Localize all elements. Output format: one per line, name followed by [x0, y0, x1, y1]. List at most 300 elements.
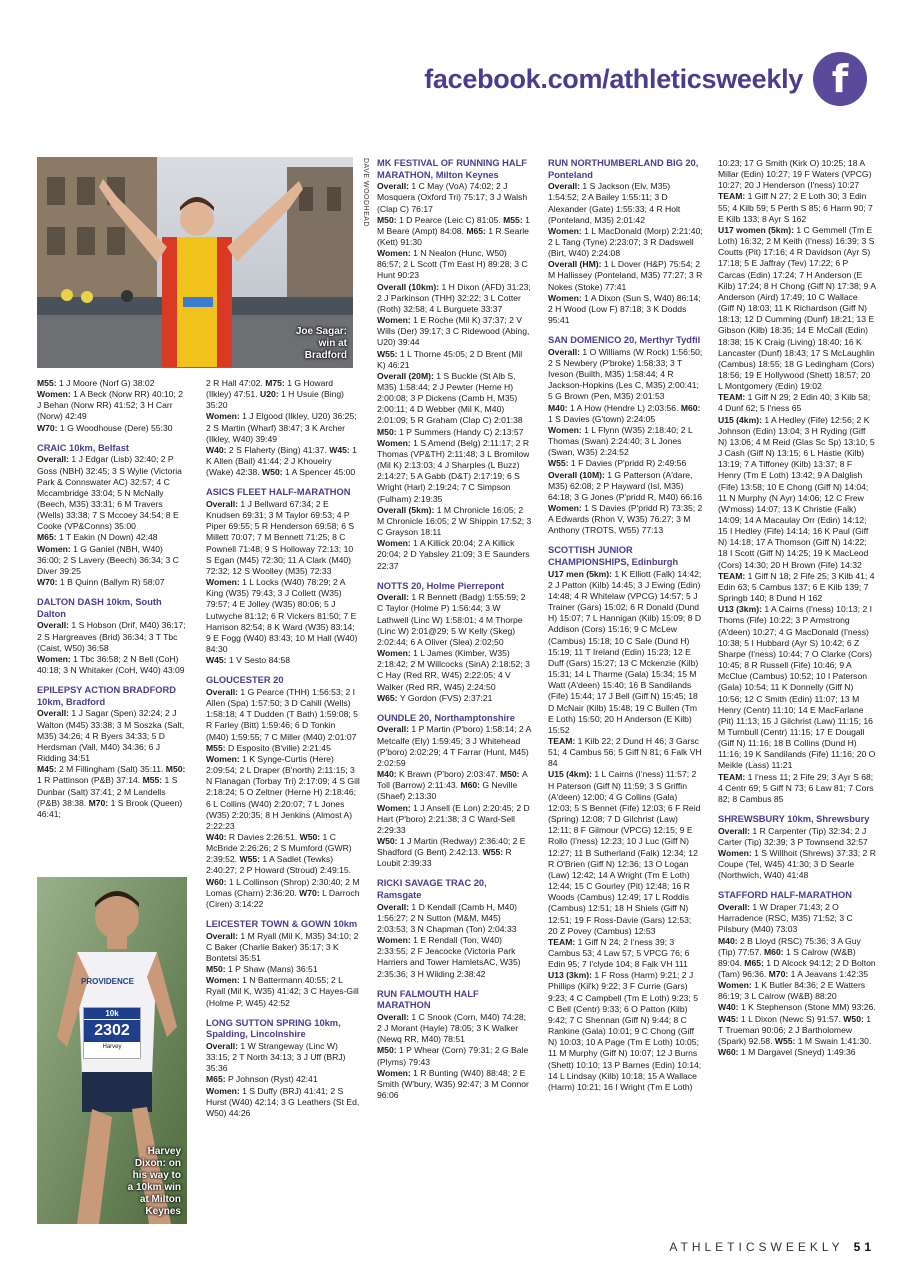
- result-text: 1 R Bennett (Badg) 1:55:59; 2 C Taylor (Holme P) 1:56:44; 3 W Lathwell (Linc W) 1:58:01; 4 M Thorpe (Linc W) 2:01@29; 5 W Kelly (Skeg) 2:02:44; 6 A Oliver (Slea) 2:02;50: [377, 592, 526, 647]
- result-category-label: M50:: [206, 964, 228, 975]
- result-text: 1 Giff N 29; 2 Edin 40; 3 Kilb 58; 4 Dunf 62; 5 I'ness 65: [718, 392, 871, 414]
- page-number: 51: [853, 1240, 875, 1254]
- result-category-label: W55:: [377, 348, 400, 359]
- result-category-label: M40:: [548, 402, 570, 413]
- race-heading: NOTTS 20, Holme Pierrepont: [377, 580, 505, 591]
- result-text: 2 M Fillingham (Salt) 35:11.: [58, 764, 166, 775]
- result-text: 1 W Draper 71:43; 2 O Harradence (RSC, M35) 71:52; 3 C Pilsbury (M40) 73:03: [718, 902, 853, 935]
- result-entry: [377, 1012, 532, 1045]
- result-category-label: M65:: [466, 225, 489, 236]
- result-category-label: Overall:: [206, 930, 241, 941]
- result-category-label: M50:: [377, 426, 399, 437]
- race-heading: MK FESTIVAL OF RUNNING HALF MARATHON, Milton Keynes: [377, 158, 527, 180]
- race-heading: SHREWSBURY 10km, Shrewsbury: [718, 814, 870, 825]
- result-entry: [377, 315, 532, 348]
- result-category-label: Overall (20M):: [377, 370, 437, 381]
- result-text: 1 J Moore (Norf G) 38:02: [58, 378, 155, 388]
- result-text: 1 G Patterson (A'dare, M35) 62:08; 2 P Hayward (Isl, M35) 64:18; 3 G Jones (P'pridd R, M40) 66:16: [548, 469, 703, 502]
- result-category-label: W40:: [206, 831, 229, 842]
- result-category-label: U15 (4km):: [718, 414, 765, 425]
- result-category-label: TEAM:: [718, 771, 748, 782]
- result-category-label: U13 (3km):: [718, 604, 765, 615]
- result-category-label: M55:: [503, 214, 526, 225]
- result-text: 1 A How (Hendre L) 2:03:56.: [569, 402, 681, 413]
- result-category-label: U20:: [259, 389, 281, 400]
- result-category-label: Women:: [377, 648, 414, 659]
- result-text: 1 S Buckle (St Alb S, M35) 1:58:44; 2 J Pewter (Herne H) 2:00:08; 3 P Dickens (Camb H, M35) 2:00:11; 4 D Webber (Mil K, M40) 2:01:09; 5 R Graham (Clap C) 2:01:38: [377, 370, 523, 426]
- dixon-caption-line: his way to: [132, 1170, 181, 1181]
- result-category-label: M50:: [165, 764, 186, 775]
- result-entry: [548, 769, 703, 936]
- result-text: 1 C Gemmell (Tm E Loth) 16:32; 2 M Keith (I'ness) 16:39; 3 S Coutts (Pit) 17:16; 4 R Davidson (Ayr S) 17:18; 5 E Jaffray (Tev) 17:22; 6 P Carcas (Edin) 17:24; 7 H Anderson (E Kilb) 17:24; 8 H Chong (Giff N) 17:38; 9 A Anderson (Aird) 17:49; 10 C Wallace (Giff N) 18:03; 11 K Richardson (Giff N) 18:13; 12 D Cumming (Dunf) 18:21; 13 E Gibson (Kilb) 18:35; 14 E McCall (Edin) 18:38; 15 K Craig (Living) 18:40; 16 K Lancaster (Dunf) 18:43; 17 S McLaughlin (Cambus) 18:55; 18 G Ledingham (Cors) 18:56; 19 E Hollywood (Shett) 18:57; 20 L Montgomery (Edin) 19:02: [718, 224, 876, 392]
- result-text: 1 N Battermann 40:55; 2 L Ryall (Mil K, W35) 41:42; 3 C Hayes-Gill (Holme P, W45) 42:52: [206, 975, 359, 1008]
- result-category-label: W55:: [239, 854, 263, 865]
- result-text: 1 P Martin (P'boro) 1:58:14; 2 A Metcalfe (Ely) 1:59:45; 3 J Whitehead (P'boro) 2:02:29; 4 T Farrar (Hunt, M45) 2:02:59: [377, 724, 531, 768]
- result-category-label: Women:: [37, 389, 74, 400]
- race-heading: GLOUCESTER 20: [206, 675, 284, 686]
- results-column-3: [377, 158, 532, 1101]
- result-text: 1 R Pattinson (P&B) 37:14.: [37, 775, 143, 786]
- result-entry: [548, 970, 703, 1093]
- result-text: 1 B Quinn (Ballym R) 58:07: [59, 577, 165, 588]
- result-text: 1 J Edgar (Lisb) 32:40; 2 P Goss (NBH) 32:45; 3 S Wylie (Victoria Park & Connswater AC) 32:57; 4 C Mccambridge 33:04; 5 N McNally (Beech, M35) 33:31; 6 M Travers (Wells) 33:38; 7 S Mccoey 34:54; 8 E Cooke (VP&Conns) 35:00: [37, 454, 182, 532]
- result-text: 1 A Spencer 45:00: [284, 467, 356, 478]
- result-entry: [718, 936, 876, 981]
- result-category-label: Women:: [377, 1067, 414, 1078]
- result-text: 1 P Whear (Corn) 79:31; 2 G Bale (Plyms) 79:43: [377, 1045, 529, 1067]
- result-entry: [377, 592, 532, 648]
- result-entry: [206, 832, 360, 910]
- result-text: L Darroch (Ciren) 3:14:22: [206, 887, 360, 909]
- result-category-label: W50:: [262, 467, 285, 478]
- result-entry: [377, 538, 532, 571]
- result-category-label: Women:: [206, 975, 243, 986]
- result-category-label: Women:: [377, 248, 414, 259]
- result-category-label: W55:: [548, 458, 571, 469]
- result-category-label: Overall:: [37, 454, 72, 465]
- result-entry: [718, 191, 876, 224]
- result-text: 1 A Cairns (I'ness) 10:13; 2 I Thoms (Fife) 10:22; 3 P Armstrong (A'deen) 10:27; 4 G MacDonald (I'ness) 10:38; 5 I Hubbard (Ayr S) 10:42; 6 Z Sharpe (I'ness) 10:44; 7 O Clarke (Cors) 10:45; 8 R Russell (Fife) 10:46; 9 A McClue (Cambus) 10:52; 10 I Paterson (Gala) 10:54; 11 K Donnelly (Giff N) 10:56; 12 C Smith (Edin) 11:07; 13 M Henry (Centr) 11:10; 14 E MacFarlane (Pit) 11:13; 15 J Gilchrist (Law) 11:15; 16 M Turnbull (Centr) 11:15; 17 E Dougall (Giff N) 11:16; 18 B Collins (Dund H) 11:16; 19 K Sandilands (Fife) 11:16; 20 O Meikle (Lass) 11:21: [718, 604, 876, 771]
- result-entry: [206, 964, 360, 975]
- result-text: 1 A Hedley (Fife) 12:56; 2 K Johnson (Edin) 13:04; 3 H Ryding (Giff N) 13:06; 4 M Reid (Glas Sc Sp) 13:10; 5 J Cash (Giff N) 13:15; 6 L Hastie (Kilb) 13:19; 7 A Tiffoney (Kilb) 13:37; 8 F Henry (Tm E Loth) 13:42; 9 A Dalglish (Fife) 13:58; 10 E Chong (Giff N) 14:04; 11 N Murphy (N Ayr) 14:06; 12 C Frew (W'moss) 14:07; 13 K Christie (Falk) 14:09; 14 A Macaulay Orr (Edin) 14:12; 15 I Hedley (Fife) 14:14; 16 K Paul (Giff N) 14:18; 17 A Thomson (Giff N) 14:22; 18 I Scott (Giff N) 14:25; 19 K MacLeod (Cors) 14:30; 20 H Brown (Fife) 14:32: [718, 414, 875, 570]
- result-category-label: M55:: [206, 742, 228, 753]
- result-entry: [718, 415, 876, 571]
- result-category-label: M55:: [37, 378, 59, 388]
- result-text: Y Gordon (FVS) 2:37:21: [399, 692, 493, 703]
- result-text: 1 J Bellward 67:34; 2 E Knudsen 69:31; 3 M Taylor 69:53; 4 P Piper 69:55; 5 R Henderson 69:58; 6 S Millett 70:07; 7 M Bennett 71:25; 8 C Pownell 71:48; 9 S Holloway 72:13; 10 S Egan (M45) 72:30; 11 A Clark (M40) 72:32; 12 S Woolley (M35) 72:33: [206, 499, 355, 576]
- result-text: 1 K Elliott (Falk) 14:42; 2 J Patton (Kilb) 14:45; 3 J Ewing (Edin) 14:48; 4 R Whitelaw (VPCG) 14:57; 5 J Trainer (Gars) 15:02; 6 R Donald (Dund H) 15:07; 7 L Hannigan (Kilb) 15:09; 8 D Addison (Cors) 15:16; 9 C McLew (Cambus) 15:18; 10 C Sale (Dund H) 15:19; 11 T Ireland (Edin) 15:23; 12 E Duff (Gars) 15:27; 13 C Mckenzie (Kilb) 15:31; 14 L Tharme (Gala) 15:34; 15 M Watt (A'deen) 15:40; 16 B Sandilands (Fife) 15:44; 17 J Bell (Giff N) 15:45; 18 D McNair (Kilb) 15:48; 19 C Bullen (Tm E Loth) 15:50; 20 H Anderson (E Kilb) 15:52: [548, 568, 702, 735]
- result-category-label: Women:: [377, 538, 414, 549]
- result-text: 1 D Pearce (Leic C) 81:05.: [398, 214, 504, 225]
- result-entry: [548, 569, 703, 736]
- result-text: 1 V Sesto 84:58: [228, 655, 291, 666]
- result-text: 1 D Kendall (Camb H, M40) 1:56:27; 2 N Sutton (M&M, M45) 2:03:53; 3 N Chapman (Ton) 2:04:33: [377, 901, 517, 934]
- result-text: 1 L Flynn (W35) 2:18:40; 2 L Thomas (Swan) 2:24:40; 3 L Jones (Swan, W35) 2:24:52: [548, 424, 693, 458]
- result-text: 1 K Stephenson (Stone MM) 93:26.: [740, 1002, 876, 1013]
- race-heading: CRAIC 10km, Belfast: [37, 442, 129, 453]
- result-text: 1 R Bunting (W40) 88:48; 2 E Smith (W'bury, W35) 92:47; 3 M Connor 96:06: [377, 1067, 529, 1100]
- result-text: 1 G Pearce (THH) 1:56:53; 2 I Allen (Spa) 1:57:50; 3 D Cahill (Wells) 1:58:18; 4 T Dudden (T Bath) 1:59:08; 5 R Farley (Bitt) 1:59:46; 6 D Tonkin (M40) 1:59:55; 7 C Miller (M40) 2:01:07: [206, 686, 358, 742]
- result-category-label: Women:: [37, 653, 74, 664]
- result-entry: [718, 980, 876, 1002]
- result-category-label: M70:: [768, 968, 791, 979]
- race-heading: STAFFORD HALF-MARATHON: [718, 890, 852, 901]
- result-entry: [718, 826, 876, 848]
- result-entry: [377, 349, 532, 371]
- result-category-label: Women:: [377, 935, 414, 946]
- result-category-label: Women:: [718, 847, 755, 858]
- result-entry: [206, 687, 360, 743]
- result-entry: [37, 620, 189, 653]
- result-text: 1 J Elgood (Ilkley, U20) 36:25; 2 S Martin (Wharf) 38:47; 3 K Archer (Ilkley, W40) 39:49: [206, 411, 357, 444]
- result-entry: [548, 425, 703, 458]
- result-category-label: W50:: [299, 831, 323, 842]
- result-entry: [377, 248, 532, 281]
- result-category-label: Overall:: [548, 346, 583, 357]
- result-text: 1 T Trueman 90:06; 2 J Bartholomew (Spark) 92.58.: [718, 1013, 871, 1046]
- result-text: 1 M Ryall (Mil K, M35) 34:10; 2 C Baker (Charlie Baker) 35:17; 3 K Bontetsi 35:51: [206, 930, 359, 963]
- result-text: 1 L Dover (H&P) 75:54; 2 M Hallissey (Ponteland, M35) 77:27; 3 R Nokes (Stoke) 77:41: [548, 259, 703, 292]
- result-category-label: Overall:: [718, 825, 753, 836]
- result-entry: [37, 764, 189, 820]
- result-category-label: TEAM:: [548, 936, 578, 947]
- facebook-url[interactable]: facebook.com/athleticsweekly: [424, 63, 803, 94]
- result-entry: [206, 445, 360, 478]
- result-text: 1 M Chronicle 16:05; 2 M Chronicle 16:05; 2 W Shippin 17:52; 3 C Grayson 18:11: [377, 504, 532, 538]
- result-category-label: Women:: [718, 980, 755, 991]
- result-entry: [206, 411, 360, 444]
- magazine-name: ATHLETICSWEEKLY: [669, 1240, 844, 1254]
- result-text: 1 O Williams (W Rock) 1:56:50; 2 S Newbery (P'broke) 1:58:33; 3 T Iveson (Builth, M35) 1:58:44; 4 R Jackson-Hopkins (Les C, M35) 2:00:41; 5 G Brown (Pen, M35) 2:01:53: [548, 346, 703, 402]
- result-category-label: Overall:: [548, 181, 583, 192]
- result-text: 1 Kilb 22; 2 Dund H 46; 3 Garsc 51; 4 Cambus 56; 5 Giff N 81; 6 Falk VH 84: [548, 736, 702, 769]
- result-entry: [718, 902, 876, 935]
- result-category-label: Women:: [548, 292, 585, 303]
- result-text: 1 H Usuie (Bing) 35:20: [206, 389, 345, 411]
- result-category-label: W65:: [377, 692, 400, 703]
- result-text: 1 S Calrow (W&B) 89:04.: [718, 946, 856, 968]
- result-entry: [377, 282, 532, 315]
- result-entry: [37, 577, 189, 588]
- result-category-label: W40:: [718, 1002, 741, 1013]
- result-text: 1 S Willhoit (Shrews) 37:33; 2 R Coupe (Tel, W45) 41:30; 3 D Searle (Northwich, W40) 41:48: [718, 847, 876, 881]
- result-category-label: U17 women (5km):: [718, 224, 797, 235]
- result-entry: [377, 371, 532, 427]
- sagar-caption: [296, 326, 347, 362]
- result-text: 1 L Locks (W40) 78:29; 2 A King (W35) 79:43; 3 J Collett (W35) 79:57; 4 E Jolley (W35) 80:06; 5 J Lutwyche 81:12; 6 R Vickers 81:50; 7 E Harrison 82:54; 8 K Ward (W35) 83:14; 9 E Fogg (W40) 83:43; 10 M Hall (W40) 84:30: [206, 577, 358, 655]
- providence-logo: PROVIDENCE: [81, 977, 134, 986]
- result-category-label: Women:: [377, 802, 414, 813]
- result-entry: [377, 803, 532, 836]
- result-entry: [377, 181, 532, 214]
- result-category-label: Overall:: [377, 901, 412, 912]
- dixon-caption-line: Dixon: on: [134, 1158, 181, 1169]
- result-entry: [718, 1002, 876, 1058]
- result-category-label: M70:: [88, 797, 111, 808]
- photo-joe-sagar: [37, 157, 353, 368]
- result-entry: [548, 181, 703, 226]
- bib-number: 2302: [84, 1020, 140, 1042]
- dixon-caption-line: at Milton: [139, 1194, 181, 1205]
- sagar-caption-line: Joe Sagar:: [295, 326, 347, 337]
- result-category-label: M60:: [764, 946, 786, 957]
- result-text: 1 G Ganiel (NBH, W40) 36:00; 2 S Lavery (Beech) 36:34; 3 C Diver 39:25: [37, 543, 179, 576]
- result-category-label: TEAM:: [718, 392, 748, 403]
- result-category-label: U17 men (5km):: [548, 568, 615, 579]
- result-category-label: M60:: [460, 780, 483, 791]
- result-entry: [37, 378, 189, 389]
- result-category-label: M50:: [377, 1045, 399, 1056]
- result-entry: [718, 392, 876, 414]
- result-category-label: W45:: [329, 444, 353, 455]
- result-category-label: W40:: [206, 444, 229, 455]
- result-entry: [206, 975, 360, 1008]
- result-entry: [548, 937, 703, 970]
- result-text: K Brawn (P'boro) 2:03:47.: [398, 769, 500, 780]
- race-heading: RUN NORTHUMBERLAND BIG 20, Ponteland: [548, 158, 699, 180]
- results-column-5: [718, 158, 876, 1058]
- result-entry: [377, 427, 532, 438]
- result-entry: [37, 423, 189, 434]
- result-text: 1 P Shaw (Mans) 36:51: [227, 964, 318, 975]
- result-text: 1 L James (Kimber, W35) 2:18:42; 2 M Willcocks (SinA) 2:18:52; 3 C Hay (Red RR, W45) 2:22:05; 4 V Walker (Red RR, W45) 2:24:50: [377, 648, 530, 692]
- result-text: 1 M Beare (Ampt) 84:08.: [377, 214, 530, 236]
- result-category-label: M45:: [37, 764, 59, 775]
- result-text: 1 S Brook (Queen) 46:41;: [37, 797, 183, 819]
- result-text: 1 I'ness 11; 2 Fife 29; 3 Ayr S 68; 4 Centr 69; 5 Giff N 73; 6 Law 81; 7 Cors 82; 8 Cambus 85: [718, 771, 874, 804]
- result-category-label: Overall (10M):: [548, 469, 608, 480]
- result-category-label: M75:: [265, 378, 288, 388]
- result-entry: [206, 1041, 360, 1074]
- result-category-label: U15 (4km):: [548, 769, 595, 780]
- result-text: 2 B Lloyd (RSC) 75:36; 3 A Guy (Tip) 77:57.: [718, 935, 861, 957]
- race-heading: DALTON DASH 10km, South Dalton: [37, 597, 162, 619]
- result-text: 1 M Swain 1:41:30.: [797, 1035, 872, 1046]
- result-entry: [37, 454, 189, 532]
- result-category-label: W70:: [37, 577, 60, 588]
- result-entry: [206, 743, 360, 754]
- result-text: 1 Tbc 36:58; 2 N Bell (CoH) 40:18; 3 N Whitaker (CoH, W40) 43:09: [37, 653, 185, 676]
- result-entry: [377, 724, 532, 769]
- result-entry: [548, 736, 703, 769]
- result-entry: [718, 571, 876, 604]
- result-category-label: M50:: [499, 769, 522, 780]
- result-category-label: Overall:: [206, 1040, 241, 1051]
- result-category-label: Women:: [206, 1085, 243, 1096]
- result-text: 1 K Butler 84:36; 2 E Watters 86:19; 3 L Calrow (W&B) 88:20: [718, 980, 866, 1002]
- result-text: 1 H Dixon (AFD) 31:23; 2 J Parkinson (THH) 32:22; 3 L Cotter (Roth) 32:58; 4 L Burguete 33:37: [377, 281, 531, 314]
- result-text: 1 P Summers (Handy C) 2:13:57: [398, 426, 524, 437]
- result-text: 1 L MacDonald (Morp) 2:21:40; 2 L Tang (Tyne) 2:23:07; 3 R Dadswell (Birt, W40) 2:24:08: [548, 225, 703, 259]
- result-category-label: TEAM:: [718, 570, 748, 581]
- bib-name: Harvey: [102, 1044, 122, 1050]
- race-heading: RICKI SAVAGE TRAC 20, Ramsgate: [377, 878, 487, 901]
- result-entry: [718, 772, 876, 805]
- result-text: 1 C McBride 2:26:26; 2 S Mumford (GWR) 2:39:52.: [206, 831, 352, 865]
- result-entry: [37, 708, 189, 764]
- result-category-label: Overall (5km):: [377, 504, 437, 515]
- result-entry: [206, 754, 360, 832]
- result-category-label: W50:: [843, 1013, 867, 1024]
- result-category-label: Overall:: [377, 724, 412, 735]
- result-category-label: Overall:: [206, 686, 241, 697]
- facebook-icon[interactable]: f: [813, 52, 867, 106]
- result-category-label: M65:: [37, 532, 59, 543]
- result-text: 1 K Synge-Curtis (Here) 2:09:54; 2 L Draper (B'north) 2:11:15; 3 N Flanagan (Torbay Tri) 2:17:09; 4 S Gill 2:18:24; 5 O Zeltner (Herne H) 2:18:46; 6 L Collins (W40) 2:20:07; 7 L Jones (W35) 2:20:35; 8 H Jenkins (Almost A) 2:22:23: [206, 753, 360, 831]
- result-text: 1 D Alcock 94:12; 2 D Bolton (Tam) 96:36.: [718, 957, 876, 979]
- page-footer: [669, 1240, 875, 1254]
- result-entry: [206, 655, 360, 666]
- result-entry: [548, 293, 703, 326]
- result-entry: [548, 458, 703, 469]
- race-heading: EPILEPSY ACTION BRADFORD 10km, Bradford: [37, 685, 176, 707]
- result-category-label: Overall:: [377, 592, 412, 603]
- result-text: 1 A Sadlet (Tewks) 2:40:27; 2 P Howard (Stroud) 2:49:15.: [206, 854, 352, 876]
- results-column-2: [206, 378, 360, 1119]
- result-text: 1 S Dunbar (Salt) 37:41; 2 M Landells (P&B) 38:38.: [37, 775, 178, 808]
- result-text: 1 Giff N 24; 2 I'ness 39; 3 Cambus 53; 4 Law 57; 5 VPCG 76; 6 Edin 95; 7 I'clyde 104; 8 Falk VH 111: [548, 936, 690, 970]
- result-category-label: U13 (3km):: [548, 970, 595, 981]
- result-text: R Davies 2:26:51.: [228, 831, 300, 842]
- result-text: 1 F Ross (Harm) 9:21; 2 J Phillips (Kil'k) 9:22; 3 F Currie (Gars) 9:23; 4 C Campbell (Tm E Loth) 9:23; 5 C Bell (Centr) 9:33; 6 O Patton (Kilb) 9:42; 7 C Shennan (Giff N) 9:44; 8 C Rankine (Gala) 10:01; 9 C Chong (Giff N) 10:03; 10 A Page (Tm E Loth) 10:05; 11 M Murphy (Giff N) 10:07; 12 J Burns (Shett) 10:10; 13 P Barnes (Edin) 10:14; 14 L Lindsay (Kilb) 10:18; 15 A Wallace (Harm) 10:21; 16 I Wright (Tm E Loth): [548, 970, 702, 1092]
- result-text: 1 Giff N 27; 2 E Loth 30; 3 Edin 55; 4 Kilb 59; 5 Perth S 85; 6 Harm 90; 7 E Kilb 133; 8 Ayr S 162: [718, 191, 873, 224]
- result-entry: [718, 225, 876, 392]
- result-category-label: M40:: [718, 935, 740, 946]
- result-text: 1 R Carpenter (Tip) 32:34; 2 J Carter (Tip) 32:39; 3 P Townsend 32:57: [718, 825, 868, 847]
- dixon-caption-line: Harvey: [147, 1146, 181, 1157]
- result-category-label: Overall:: [37, 620, 72, 631]
- result-category-label: M60:: [680, 402, 701, 413]
- result-text: 1 S Davies (G'town) 2:24:05: [548, 413, 656, 424]
- result-text: 1 S Jackson (Elv, M35) 1:54:52; 2 A Bailey 1:55:11; 3 D Alexander (Gate) 1:55:33; 4 R Holt (Ponteland, M35) 2:01:42: [548, 181, 681, 225]
- result-text: 2 S Flaherty (Bing) 41:37.: [228, 444, 330, 455]
- race-heading: RUN FALMOUTH HALF MARATHON: [377, 988, 479, 1011]
- result-entry: [548, 470, 703, 503]
- result-entry: [206, 577, 360, 655]
- result-text: 2 R Hall 47:02.: [206, 378, 266, 388]
- result-text: 1 S Davies (P'pridd R) 73:35; 2 A Edwards (Rhon V, W35) 76:27; 3 M Anthony (TROTS, W55) 77:13: [548, 503, 703, 536]
- result-text: 1 K Allen (Bail) 41:44; 2 J Khoueiry (Wake) 42:38.: [206, 444, 357, 478]
- result-category-label: Overall (HM):: [548, 259, 604, 270]
- result-category-label: W60:: [206, 876, 229, 887]
- result-text: 1 G Woodhouse (Dere) 55:30: [59, 422, 173, 433]
- result-text: 1 L Collinson (Shrop) 2:30:40; 2 M Lomas (Charn) 2:36:20.: [206, 876, 360, 898]
- result-entry: [37, 389, 189, 422]
- race-heading: SCOTTISH JUNIOR CHAMPIONSHIPS, Edinburgh: [548, 545, 679, 568]
- photo-credit: DAVE WOODHEAD: [362, 158, 369, 227]
- result-category-label: Women:: [548, 225, 585, 236]
- result-text: R Loubit 2:39:33: [377, 847, 512, 869]
- race-heading: OUNDLE 20, Northamptonshire: [377, 712, 515, 723]
- result-category-label: Overall:: [718, 902, 753, 913]
- result-category-label: M65:: [744, 957, 767, 968]
- race-bib: [83, 1007, 141, 1059]
- result-entry: [377, 769, 532, 802]
- result-entry: [206, 1074, 360, 1085]
- result-text: 1 W Strangeway (Linc W) 33:15; 2 T North 34:13; 3 J Uff (BRJ) 35:36: [206, 1040, 346, 1074]
- result-text: 1 L Dixon (Newc S) 91:57.: [740, 1013, 844, 1024]
- result-category-label: M65:: [206, 1074, 228, 1085]
- result-entry: [377, 1068, 532, 1101]
- result-entry: [37, 532, 189, 543]
- result-entry: [377, 505, 532, 538]
- result-category-label: Women:: [377, 315, 414, 326]
- result-category-label: W60:: [718, 1047, 741, 1058]
- result-text: 1 J Martin (Redway) 2:36:40; 2 E Shadford (G Bent) 2:42:13.: [377, 835, 526, 858]
- result-category-label: Women:: [206, 577, 243, 588]
- result-category-label: TEAM:: [718, 191, 748, 202]
- result-entry: [377, 648, 532, 693]
- result-text: 1 F Davies (P'pridd R) 2:49:56: [570, 458, 687, 469]
- result-text: 1 C Snook (Corn, M40) 74:28; 2 J Morant (Hayle) 78:05; 3 K Walker (Newq RR, M40) 78:51: [377, 1011, 527, 1045]
- result-entry: [377, 1045, 532, 1067]
- result-text: 1 A Beck (Norw RR) 40:10; 2 J Behan (Norw RR) 41:52; 3 H Carr (Norw) 42:49: [37, 389, 183, 422]
- result-text: 1 J Ansell (E Lon) 2:20:45; 2 D Hart (P'boro) 2:21:38; 3 C Ward-Sell 2:29:33: [377, 802, 530, 835]
- result-category-label: Overall:: [377, 1011, 412, 1022]
- result-text: 1 R Searle (Kett) 91:30: [377, 225, 529, 247]
- result-category-label: Overall:: [377, 181, 412, 192]
- result-entry: [377, 215, 532, 248]
- result-category-label: W55:: [482, 847, 506, 858]
- result-text: G Neville (Shaef) 2:13:30: [377, 780, 518, 802]
- result-text: 1 G Howard (Ilkley) 47:51.: [206, 378, 334, 400]
- result-text: 1 L Cairns (I'ness) 11:57; 2 H Paterson (Giff N) 11:59; 3 S Griffin (A'deen) 12:00; 4 G Collins (Gala) 12:03; 5 S Bennet (Fife) 12:03; 6 F Reid (Spring) 12:08; 7 D Gilchrist (Law) 12:11; 8 F Gilmour (VPCG) 12:15; 9 E Rollo (I'ness) 12:23; 10 J Luc (Giff N) 12:27; 11 B Sutherland (Falk) 12:34; 12 R O'Brien (Giff N) 12:36; 13 O Logan (Law) 12:42; 14 A Wright (Tm E Loth) 12:44; 15 C Gourley (Pit) 12:48; 16 R Woods (Cambus) 12:49; 17 L Roddis (Cambus) 12:51; 18 H Shiels (Giff N) 12:51; 19 F Ross-Davie (Gars) 12:53; 20 Z Povey (Cambus) 12:53: [548, 769, 701, 936]
- result-text: A Toll (Barrow) 2:11:43.: [377, 769, 528, 791]
- race-heading: ASICS FLEET HALF-MARATHON: [206, 487, 351, 498]
- result-category-label: M55:: [142, 775, 165, 786]
- result-text: 1 L Thorne 45:05; 2 D Brent (Mil K) 46:21: [377, 348, 523, 370]
- results-column-4: [548, 158, 703, 1093]
- result-entry: [548, 403, 703, 425]
- dixon-caption-line: Keynes: [145, 1206, 181, 1217]
- result-text: 1 A Dixon (Sun S, W40) 86:14; 2 H Wood (Low F) 87:18; 3 K Dodds 95:41: [548, 292, 701, 326]
- dixon-caption: [128, 1146, 181, 1218]
- result-entry: [377, 935, 532, 980]
- result-category-label: Overall (10km):: [377, 281, 442, 292]
- result-entry: [377, 438, 532, 505]
- result-text: 1 Giff N 18; 2 Fife 25; 3 Kilb 41; 4 Edin 63; 5 Cambus 137; 6 E Kilb 139; 7 Springb 140; 8 Dund H 162: [718, 570, 875, 604]
- result-category-label: M50:: [377, 214, 399, 225]
- result-entry: [206, 1086, 360, 1119]
- result-category-label: M40:: [377, 769, 399, 780]
- result-category-label: TEAM:: [548, 736, 578, 746]
- race-heading: LEICESTER TOWN & GOWN 10km: [206, 919, 358, 930]
- race-heading: LONG SUTTON SPRING 10km, Spalding, Lincolnshire: [206, 1017, 341, 1040]
- result-category-label: W45:: [206, 655, 229, 666]
- photo-harvey-dixon: [37, 877, 187, 1224]
- result-entry: [37, 544, 189, 577]
- result-category-label: Women:: [548, 503, 585, 513]
- result-entry: [206, 499, 360, 577]
- result-text: 1 J Sagar (Spen) 32:24; 2 J Walton (M45) 33:38; 3 M Soszka (Salt, M35) 34:26; 4 R Byers 34:33; 5 D Herdsman (Vall, M40) 34:36; 6 J Ridding 34:51: [37, 708, 185, 764]
- facebook-header: [424, 52, 867, 106]
- result-entry: [548, 259, 703, 292]
- result-category-label: Overall:: [206, 499, 241, 509]
- result-category-label: W55:: [774, 1035, 798, 1046]
- result-text: P Johnson (Ryst) 42:41: [227, 1074, 318, 1085]
- result-category-label: W70:: [37, 422, 60, 433]
- sagar-caption-line: Bradford: [304, 350, 347, 361]
- result-entry: [37, 654, 189, 676]
- result-text: 10:23; 17 G Smith (Kirk O) 10:25; 18 A Millar (Edin) 10:27; 19 F Waters (VPCG) 10:27; 20 J Henderson (I'ness) 10:27: [718, 158, 872, 191]
- result-entry: [377, 836, 532, 869]
- result-category-label: W50:: [377, 835, 400, 846]
- result-category-label: W70:: [299, 887, 323, 898]
- result-entry: [718, 604, 876, 771]
- result-category-label: Women:: [548, 424, 585, 435]
- result-text: 1 E Rendall (Ton, W40) 2:33:55; 2 F Jeacocke (Victoria Park Harriers and Tower HamletsAC, W35) 2:35:36; 3 H Wilding 2:38:42: [377, 935, 521, 979]
- result-entry: [548, 503, 703, 536]
